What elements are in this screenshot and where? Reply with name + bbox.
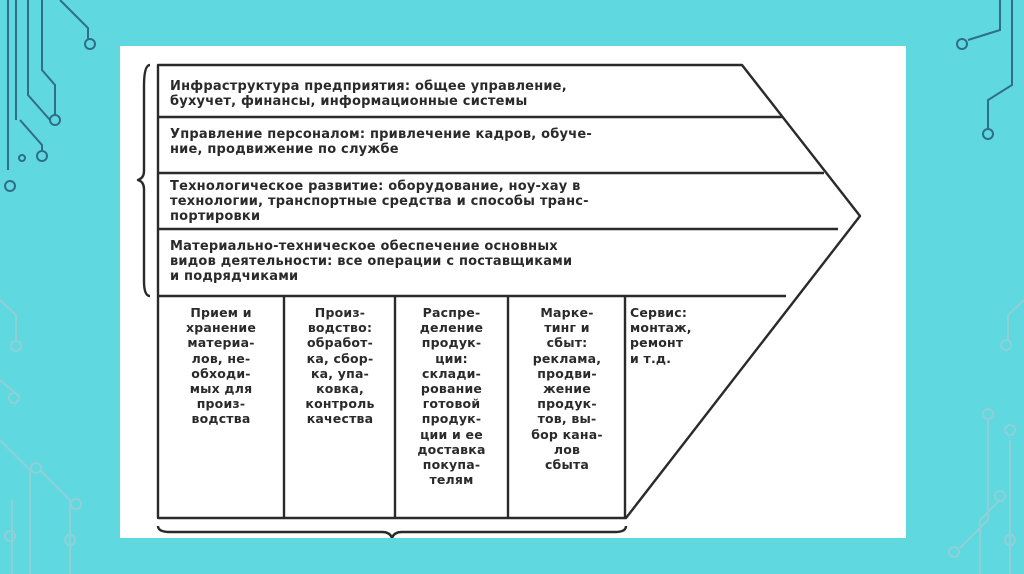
- support-activity-procurement: Материально-техническое обеспечение основных видов деятельности: все операции с поставщиками и подрядчиками: [170, 239, 573, 284]
- primary-activity-marketing-sales: Марке- тинг и сбыт: реклама, продви- жение продук- тов, вы- бор кана- лов сбыта: [531, 305, 603, 473]
- support-activity-technology-development: Технологическое развитие: оборудование, ноу-хау в технологии, транспортные средства и способы транс- портировки: [170, 179, 589, 224]
- support-activity-hr-management: Управление персоналом: привлечение кадров, обуче- ние, продвижение по службе: [170, 127, 592, 157]
- primary-activity-inbound-logistics: Прием и хранение материа- лов, не- обходи- мых для произ- водства: [185, 305, 257, 427]
- primary-activity-outbound-logistics: Распре- деление продук- ции: склади- рование готовой продук- ции и ее доставка покупа- телям: [417, 305, 486, 488]
- diagram-panel: [120, 46, 906, 538]
- primary-activity-service: Сервис: монтаж, ремонт и т.д.: [630, 305, 692, 366]
- primary-activity-operations: Произ- водство: обработ- ка, сбор- ка, упа- ковка, контроль качества: [305, 305, 375, 427]
- support-activity-infrastructure: Инфраструктура предприятия: общее управление, бухучет, финансы, информационные системы: [170, 79, 567, 109]
